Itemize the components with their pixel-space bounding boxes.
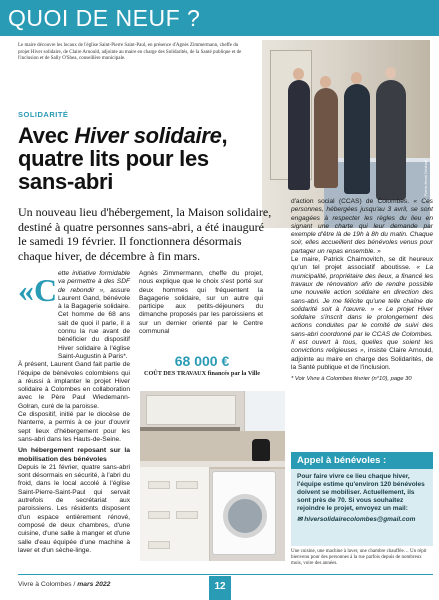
photo-head-1 — [293, 68, 304, 80]
article-headline — [18, 124, 263, 193]
col2-paragraph-1: Agnès Zimmermann, cheffe du projet, nous explique que le choix s'est porté sur deux hommes qui fréquentent la Bagagerie solidaire, sur un autre qui participe aux petits-déjeuners du dimanche proposés par les paroissiens et sur un dernier orienté par le Centre communal — [139, 270, 263, 336]
col3-footnote: * Voir Vivre à Colombes février (n°10), page 30 — [291, 376, 412, 383]
column-3 — [291, 198, 433, 384]
col1-paragraph-2: À présent, Laurent Gand fait partie de l'équipe de bénévoles colombiens qui a réussi à implanter le projet Hiver solidaire à Colombes en collaboration avec le Père Paul Wiedemann-Golran, curé de la paroisse. — [18, 361, 130, 410]
photo-head-4 — [385, 67, 396, 79]
col1-quote: ette initiative formidable va permettre à des SDF de rebondir », — [58, 270, 130, 294]
photo-person-4 — [376, 80, 406, 200]
col1-subhead: Un hébergement reposant sur la mobilisation des bénévoles — [18, 447, 130, 463]
footer-publication-name: Vivre à Colombes / — [18, 581, 78, 588]
section-banner — [0, 0, 439, 36]
cost-label: COÛT DES TRAVAUX financés par la Ville — [144, 370, 260, 377]
col3-p1-quote: « Ces personnes, hébergées jusqu'au 3 avril, se sont engagées à respecter les règles du lieu en signant une charte qui leur demande par exemple d'être là de 19h à 8h du matin. Chaque soir, elles accueillent des bénévoles venus pour partager un repas ensemble. » — [291, 198, 433, 255]
footer-divider — [18, 574, 433, 575]
volunteer-callout-body — [297, 473, 429, 524]
banner-title: QUOI DE NEUF ? — [8, 5, 201, 31]
photo-upper-cabinet — [146, 395, 236, 425]
volunteer-callout-header — [291, 452, 433, 469]
photo-towel — [148, 481, 170, 489]
headline-prefix: Avec — [18, 123, 75, 148]
col1-paragraph-1 — [18, 270, 130, 361]
col3-p2: Le maire, Patrick Chaimovitch, se dit heureux qu'un tel projet associatif aboutisse. — [291, 256, 433, 272]
photo-shelving — [140, 467, 210, 561]
photo-head-3 — [351, 72, 362, 84]
photo-towel — [148, 541, 170, 549]
photo-washing-machine — [212, 471, 276, 555]
volunteer-callout — [291, 452, 433, 546]
photo-kettle — [252, 439, 270, 461]
col1-p1-rest: assure Laurent Gand, bénévole à la Bagagerie solidaire. Cet homme de 68 ans sait de quoi il parle, il a connu la rue avant de bénéficier du dispositif Hiver solidaire à l'église Saint-Augustin à Paris*. — [58, 286, 130, 360]
photo-head-2 — [320, 76, 331, 88]
col3-p3-quote: « Le projet Hiver solidaire s'inscrit dans le prolongement des actions conduites par le comité de suivi des sans-abri coordonné par le CCAS de Colombes. Il est ouvert à tous, quelles que soient les convictions religieuses », — [291, 305, 433, 355]
photo-window — [244, 391, 285, 431]
photo-credit: © Pierre-Henri Deshair — [423, 160, 428, 203]
page-number: 12 — [209, 576, 231, 600]
col3-paragraph-2 — [291, 256, 433, 372]
col3-paragraph-1 — [291, 198, 433, 256]
quote-mark: «C — [18, 272, 58, 308]
volunteer-callout-title: Appel à bénévoles : — [297, 455, 387, 466]
photo-towel — [176, 511, 198, 519]
article-lead: Un nouveau lieu d'hébergement, la Maison solidaire, destiné à quatre personnes sans-abri, a été inauguré le samedi 19 février. Il fonctionnera désormais chaque hiver, de décembre à fin mars. — [18, 205, 272, 263]
col3-p1: d'action social (CCAS) de Colombes. — [291, 198, 410, 205]
col3-p3-rest: insiste Claire Arnould, adjointe au maire en charge des Solidarités, de la Santé publique et de l'inclusion. — [291, 347, 433, 371]
col1-paragraph-4: Depuis le 21 février, quatre sans-abri sont désormais en sécurité, à l'abri du froid, dans le local accolé à l'église Saint-Pierre-Saint-Paul qui servait autrefois de secrétariat aux paroissiens. Les résidents disposent d'un espace entièrement rénové, composé de deux chambres, d'une cuisine, d'une salle à manger et d'une salle d'eau équipée d'une machine à laver et d'un sèche-linge. — [18, 463, 130, 554]
col1-lead-in — [18, 270, 130, 361]
footer-date: mars 2022 — [77, 581, 111, 588]
col3-p2-quote: « La municipalité, propriétaire des lieux, a financé les travaux de rénovation afin de rendre possible une nouvelle action solidaire en direction des sans-abri. Je me félicite qu'une telle chaîne de solidarité soit à l'œuvre. » — [291, 264, 433, 313]
photo-towel — [176, 481, 198, 489]
column-2 — [139, 270, 263, 336]
volunteer-email-link[interactable]: ✉ hiversolidairecolombes@gmail.com — [297, 516, 416, 523]
bottom-photo-caption: Une cuisine, une machine à laver, une chambre chauffée… Un répit bienvenu pour des personnes à la rue parfois depuis de nombreux mois, voire des années. — [291, 549, 427, 567]
photo-washer-drum — [223, 494, 267, 538]
section-label: SOLIDARITÉ — [18, 110, 69, 119]
kitchen-photo — [140, 391, 285, 561]
photo-person-3 — [344, 84, 370, 194]
top-photo-caption: Le maire découvre les locaux de l'église Saint-Pierre Saint-Paul, en présence d'Agnès Zimmermann, cheffe du projet Hiver solidaire, de Claire Arnould, adjointe au maire en charge des Solidarités, de la Santé publique et de l'inclusion et de Sally O'Shea, conseillère municipale. — [18, 43, 242, 62]
footer-publication — [18, 581, 110, 588]
cost-value: 68 000 € — [174, 353, 230, 369]
headline-italic: Hiver solidaire — [74, 123, 222, 148]
column-1 — [18, 270, 130, 555]
photo-person-1 — [288, 80, 310, 190]
col1-paragraph-3: Ce dispositif, initié par le diocèse de Nanterre, a permis à ce jour d'ouvrir sept lieux d'hébergement pour les sans-abri dans les Hauts-de-Seine. — [18, 411, 130, 443]
photo-towel — [148, 511, 170, 519]
photo-person-2 — [314, 88, 338, 188]
headline-suffix: , quatre lits pour les sans-abri — [18, 123, 228, 194]
volunteer-callout-text: Pour faire vivre ce lieu chaque hiver, l'équipe estime qu'environ 120 bénévoles doivent se mobiliser. Actuellement, ils sont près de 70. Si vous souhaitez rejoindre le projet, envoyez un mail: — [297, 473, 425, 512]
